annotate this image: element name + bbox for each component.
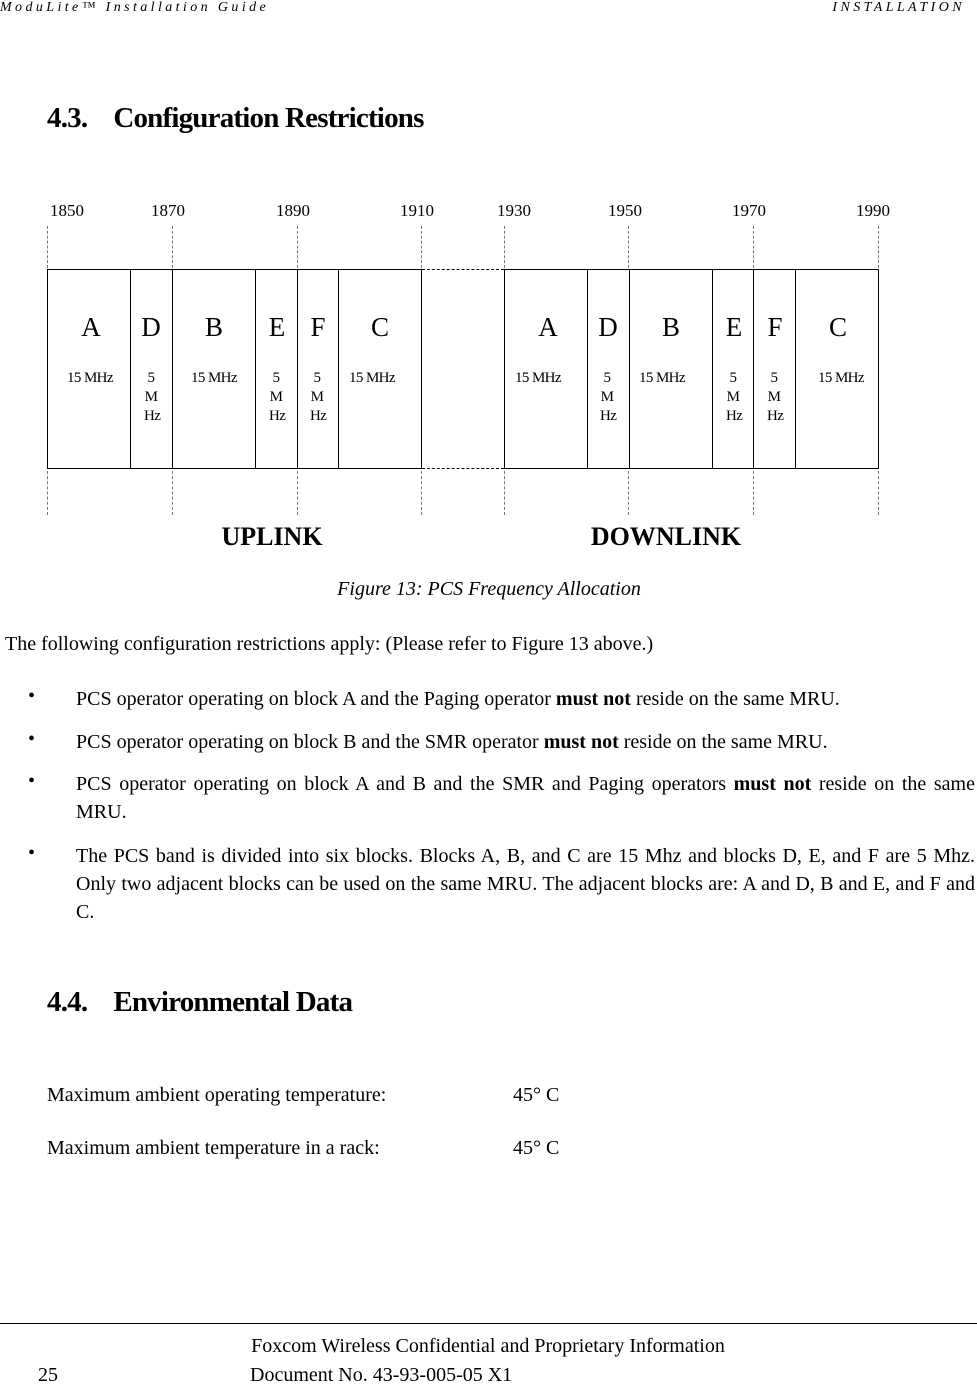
bullet-marker: • bbox=[28, 685, 36, 707]
env-value: 45° C bbox=[513, 1084, 560, 1106]
uplink-label: UPLINK bbox=[221, 522, 323, 551]
gridline bbox=[628, 471, 629, 515]
section-number: 4.3. bbox=[47, 102, 88, 134]
env-label: Maximum ambient temperature in a rack: bbox=[47, 1137, 380, 1159]
section-title: Configuration Restrictions bbox=[113, 102, 424, 134]
block-letter: D bbox=[598, 312, 618, 342]
gridline bbox=[753, 471, 754, 515]
axis-tick-label: 1910 bbox=[400, 201, 434, 220]
footer-divider bbox=[0, 1323, 977, 1324]
block-bandwidth: 15 MHz bbox=[349, 370, 395, 386]
running-header-title: ModuLite™ Installation Guide bbox=[0, 0, 270, 15]
block-bandwidth: 15 MHz bbox=[67, 370, 113, 386]
page-number: 25 bbox=[38, 1364, 58, 1386]
gridline bbox=[421, 471, 422, 515]
block-bandwidth: 5 M Hz bbox=[144, 370, 161, 424]
block-letter: F bbox=[767, 312, 783, 342]
gridline bbox=[628, 226, 629, 268]
block-bandwidth: 5 M Hz bbox=[726, 370, 743, 424]
axis-tick-label: 1990 bbox=[856, 201, 890, 220]
intro-paragraph: The following configuration restrictions apply: (Please refer to Figure 13 above.) bbox=[5, 633, 654, 655]
gridline bbox=[172, 226, 173, 268]
axis-tick-label: 1930 bbox=[497, 201, 531, 220]
guard-band-bottom bbox=[422, 468, 504, 469]
axis-tick-label: 1870 bbox=[151, 201, 185, 220]
gridline bbox=[878, 226, 879, 268]
block-bandwidth: 5 M Hz bbox=[767, 370, 784, 424]
gridline bbox=[47, 471, 48, 515]
gridline bbox=[504, 471, 505, 515]
section-heading-4-4 bbox=[47, 986, 352, 1019]
list-item: PCS operator operating on block A and the Paging operator must not reside on the same MRU. bbox=[76, 688, 840, 710]
axis-tick-label: 1890 bbox=[276, 201, 310, 220]
block-bandwidth: 15 MHz bbox=[191, 370, 237, 386]
block-letter: D bbox=[141, 312, 161, 342]
block-letter: B bbox=[204, 312, 224, 342]
document-number: Document No. 43-93-005-05 X1 bbox=[250, 1364, 513, 1386]
gridline bbox=[47, 226, 48, 268]
env-value: 45° C bbox=[513, 1137, 560, 1159]
block-bandwidth: 5 M Hz bbox=[600, 370, 617, 424]
block-letter: B bbox=[661, 312, 681, 342]
axis-tick-label: 1950 bbox=[608, 201, 642, 220]
bullet-marker: • bbox=[28, 842, 36, 864]
gridline bbox=[297, 226, 298, 268]
axis-tick-label: 1970 bbox=[732, 201, 766, 220]
list-item: PCS operator operating on block B and the SMR operator must not reside on the same MRU. bbox=[76, 731, 828, 753]
figure-caption: Figure 13: PCS Frequency Allocation bbox=[337, 578, 641, 600]
bullet-marker: • bbox=[28, 770, 36, 792]
gridline bbox=[753, 226, 754, 268]
block-letter: E bbox=[725, 312, 743, 342]
section-title: Environmental Data bbox=[113, 986, 353, 1018]
block-bandwidth: 15 MHz bbox=[818, 370, 864, 386]
guard-band-top bbox=[422, 269, 504, 270]
bullet-marker: • bbox=[28, 728, 36, 750]
list-item: The PCS band is divided into six blocks. Blocks A, B, and C are 15 Mhz and blocks D, E, and F are 5 Mhz. Only two adjacent blocks can be used on the same MRU. The adjacent blocks are: A and D, B and E, and F and C. bbox=[76, 845, 975, 923]
block-letter: A bbox=[538, 312, 558, 342]
env-label: Maximum ambient operating temperature: bbox=[47, 1084, 387, 1106]
list-item: PCS operator operating on block A and B and the SMR and Paging operators must not reside on the same MRU. bbox=[76, 773, 975, 823]
block-bandwidth: 5 M Hz bbox=[269, 370, 286, 424]
gridline bbox=[421, 226, 422, 268]
block-letter: A bbox=[81, 312, 101, 342]
block-bandwidth: 5 M Hz bbox=[310, 370, 327, 424]
section-number: 4.4. bbox=[47, 986, 88, 1018]
block-letter: C bbox=[828, 312, 848, 342]
gridline bbox=[504, 226, 505, 268]
gridline bbox=[172, 471, 173, 515]
block-bandwidth: 15 MHz bbox=[639, 370, 685, 386]
block-bandwidth: 15 MHz bbox=[515, 370, 561, 386]
footer-confidential: Foxcom Wireless Confidential and Proprietary Information bbox=[251, 1335, 725, 1357]
axis-tick-label: 1850 bbox=[50, 201, 84, 220]
block-letter: E bbox=[268, 312, 286, 342]
running-header-section: INSTALLATION bbox=[832, 0, 965, 15]
block-letter: F bbox=[310, 312, 326, 342]
section-heading-4-3 bbox=[47, 102, 424, 135]
gridline bbox=[878, 471, 879, 515]
gridline bbox=[297, 471, 298, 515]
block-letter: C bbox=[370, 312, 390, 342]
downlink-label: DOWNLINK bbox=[590, 522, 742, 551]
